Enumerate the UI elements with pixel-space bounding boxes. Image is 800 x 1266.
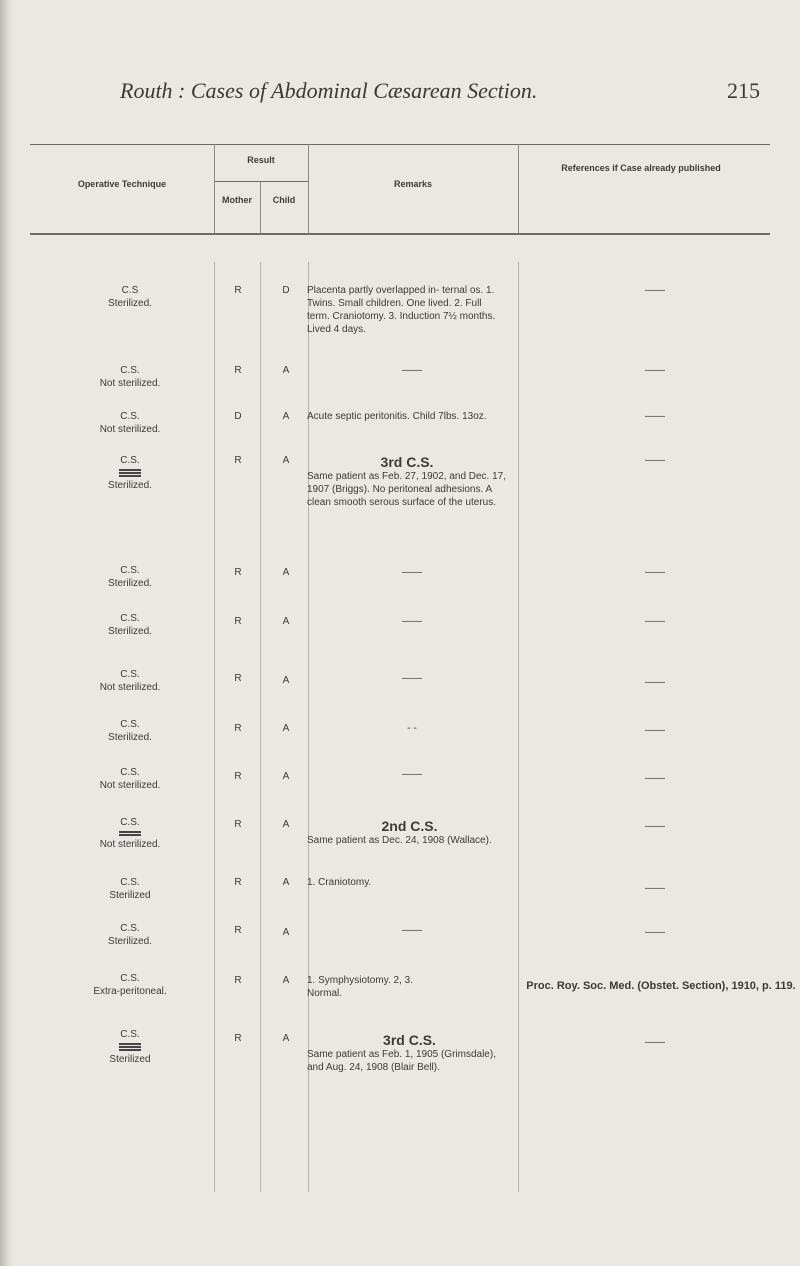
remarks-cell: —— [402,925,422,936]
double-rule-mark [119,831,141,836]
technique-cell: C.S. [120,767,140,778]
reference-cell: —— [645,365,665,376]
header-result: Result [247,155,275,165]
header-mother: Mother [222,195,252,205]
header-bottom-rule [30,233,770,235]
child-cell: A [282,455,290,466]
page-number: 215 [727,78,760,103]
remarks-cell: Placenta partly overlapped in- ternal os. 1. Twins. Small children. One lived. 2. Full term. Craniotomy. 3. Induction 7½ months. Lived 4 days. [307,285,496,335]
remarks-cell: - - [407,723,417,734]
remarks-cell: Same patient as Dec. 24, 1908 (Wallace). [307,835,492,846]
double-rule-mark [119,1043,141,1051]
mother-cell: R [234,673,242,684]
reference-cell: —— [645,411,665,422]
technique-detail: Sterilized [109,1054,151,1065]
technique-detail: Sterilized. [108,480,152,491]
child-cell: A [282,567,290,578]
technique-detail: Sterilized [109,890,151,901]
remarks-heading: 3rd C.S. [380,454,434,470]
technique-cell: C.S. [120,455,140,466]
reference-cell: —— [645,927,665,938]
double-rule-mark [119,469,141,477]
reference-cell: Proc. Roy. Soc. Med. (Obstet. Section), 1910, p. 119. [526,980,796,992]
child-cell: A [282,927,290,938]
mother-cell: D [234,411,242,422]
technique-cell: C.S. [120,817,140,828]
header-remarks: Remarks [393,179,433,189]
child-cell: A [282,365,290,376]
technique-detail: Extra-peritoneal. [93,986,167,997]
child-cell: D [282,285,290,296]
technique-detail: Sterilized. [108,298,152,309]
technique-detail: Sterilized. [108,578,152,589]
mother-cell: R [234,877,242,888]
technique-detail: Not sterilized. [99,839,161,850]
technique-detail: Not sterilized. [99,378,161,389]
reference-cell: —— [645,285,665,296]
technique-detail: Sterilized. [108,626,152,637]
technique-cell: C.S. [120,565,140,576]
technique-cell: C.S. [120,613,140,624]
child-cell: A [282,616,290,627]
remarks-cell: Same patient as Feb. 27, 1902, and Dec. 17, 1907 (Briggs). No peritoneal adhesions. A clean smooth serous surface of the uterus. [307,471,507,508]
child-cell: A [282,819,290,830]
child-cell: A [282,675,290,686]
body-divider-mother [260,262,261,1192]
reference-cell: —— [645,773,665,784]
mother-cell: R [234,365,242,376]
remarks-cell: 1. Symphysiotomy. 2, 3. Normal. [307,975,413,999]
page-edge-shadow [0,0,14,1266]
technique-detail: Sterilized. [108,936,152,947]
reference-cell: —— [645,821,665,832]
technique-cell: C.S. [120,923,140,934]
mother-cell: R [234,925,242,936]
column-divider-mother [260,182,261,234]
reference-cell: —— [645,455,665,466]
remarks-cell: Acute septic peritonitis. Child 7lbs. 13oz. [307,411,487,422]
remarks-cell: —— [402,673,422,684]
column-divider-remarks [518,144,519,234]
reference-cell: —— [645,725,665,736]
header-child: Child [272,195,296,205]
mother-cell: R [234,975,242,986]
technique-detail: Not sterilized. [99,682,161,693]
child-cell: A [282,1033,290,1044]
mother-cell: R [234,819,242,830]
body-divider-remarks [518,262,519,1192]
remarks-cell: —— [402,616,422,627]
result-subheader-rule [214,181,308,182]
child-cell: A [282,975,290,986]
running-title: Routh : Cases of Abdominal Cæsarean Section. [120,78,538,103]
mother-cell: R [234,1033,242,1044]
mother-cell: R [234,567,242,578]
remarks-cell: 1. Craniotomy. [307,877,372,888]
remarks-cell: Same patient as Feb. 1, 1905 (Grimsdale), and Aug. 24, 1908 (Blair Bell). [307,1049,496,1073]
technique-cell: C.S. [120,411,140,422]
reference-cell: —— [645,677,665,688]
header-technique: Operative Technique [77,179,167,189]
child-cell: A [282,877,290,888]
technique-cell: C.S [121,285,139,296]
remarks-cell: —— [402,567,422,578]
technique-detail: Not sterilized. [99,780,161,791]
mother-cell: R [234,723,242,734]
remarks-cell: —— [402,769,422,780]
mother-cell: R [234,771,242,782]
technique-cell: C.S. [120,877,140,888]
technique-cell: C.S. [120,1029,140,1040]
reference-cell: —— [645,616,665,627]
remarks-heading: 2nd C.S. [381,818,438,834]
technique-cell: C.S. [120,669,140,680]
child-cell: A [282,771,290,782]
technique-cell: C.S. [120,973,140,984]
technique-cell: C.S. [120,719,140,730]
page-header [120,78,760,118]
header-references: References if Case already published [561,163,721,173]
mother-cell: R [234,285,242,296]
reference-cell: —— [645,567,665,578]
technique-cell: C.S. [120,365,140,376]
mother-cell: R [234,455,242,466]
technique-detail: Sterilized. [108,732,152,743]
reference-cell: —— [645,1037,665,1048]
remarks-heading: 3rd C.S. [383,1032,436,1048]
child-cell: A [282,411,290,422]
remarks-cell: —— [402,365,422,376]
technique-detail: Not sterilized. [99,424,161,435]
table-top-rule [30,144,770,145]
child-cell: A [282,723,290,734]
reference-cell: —— [645,883,665,894]
mother-cell: R [234,616,242,627]
